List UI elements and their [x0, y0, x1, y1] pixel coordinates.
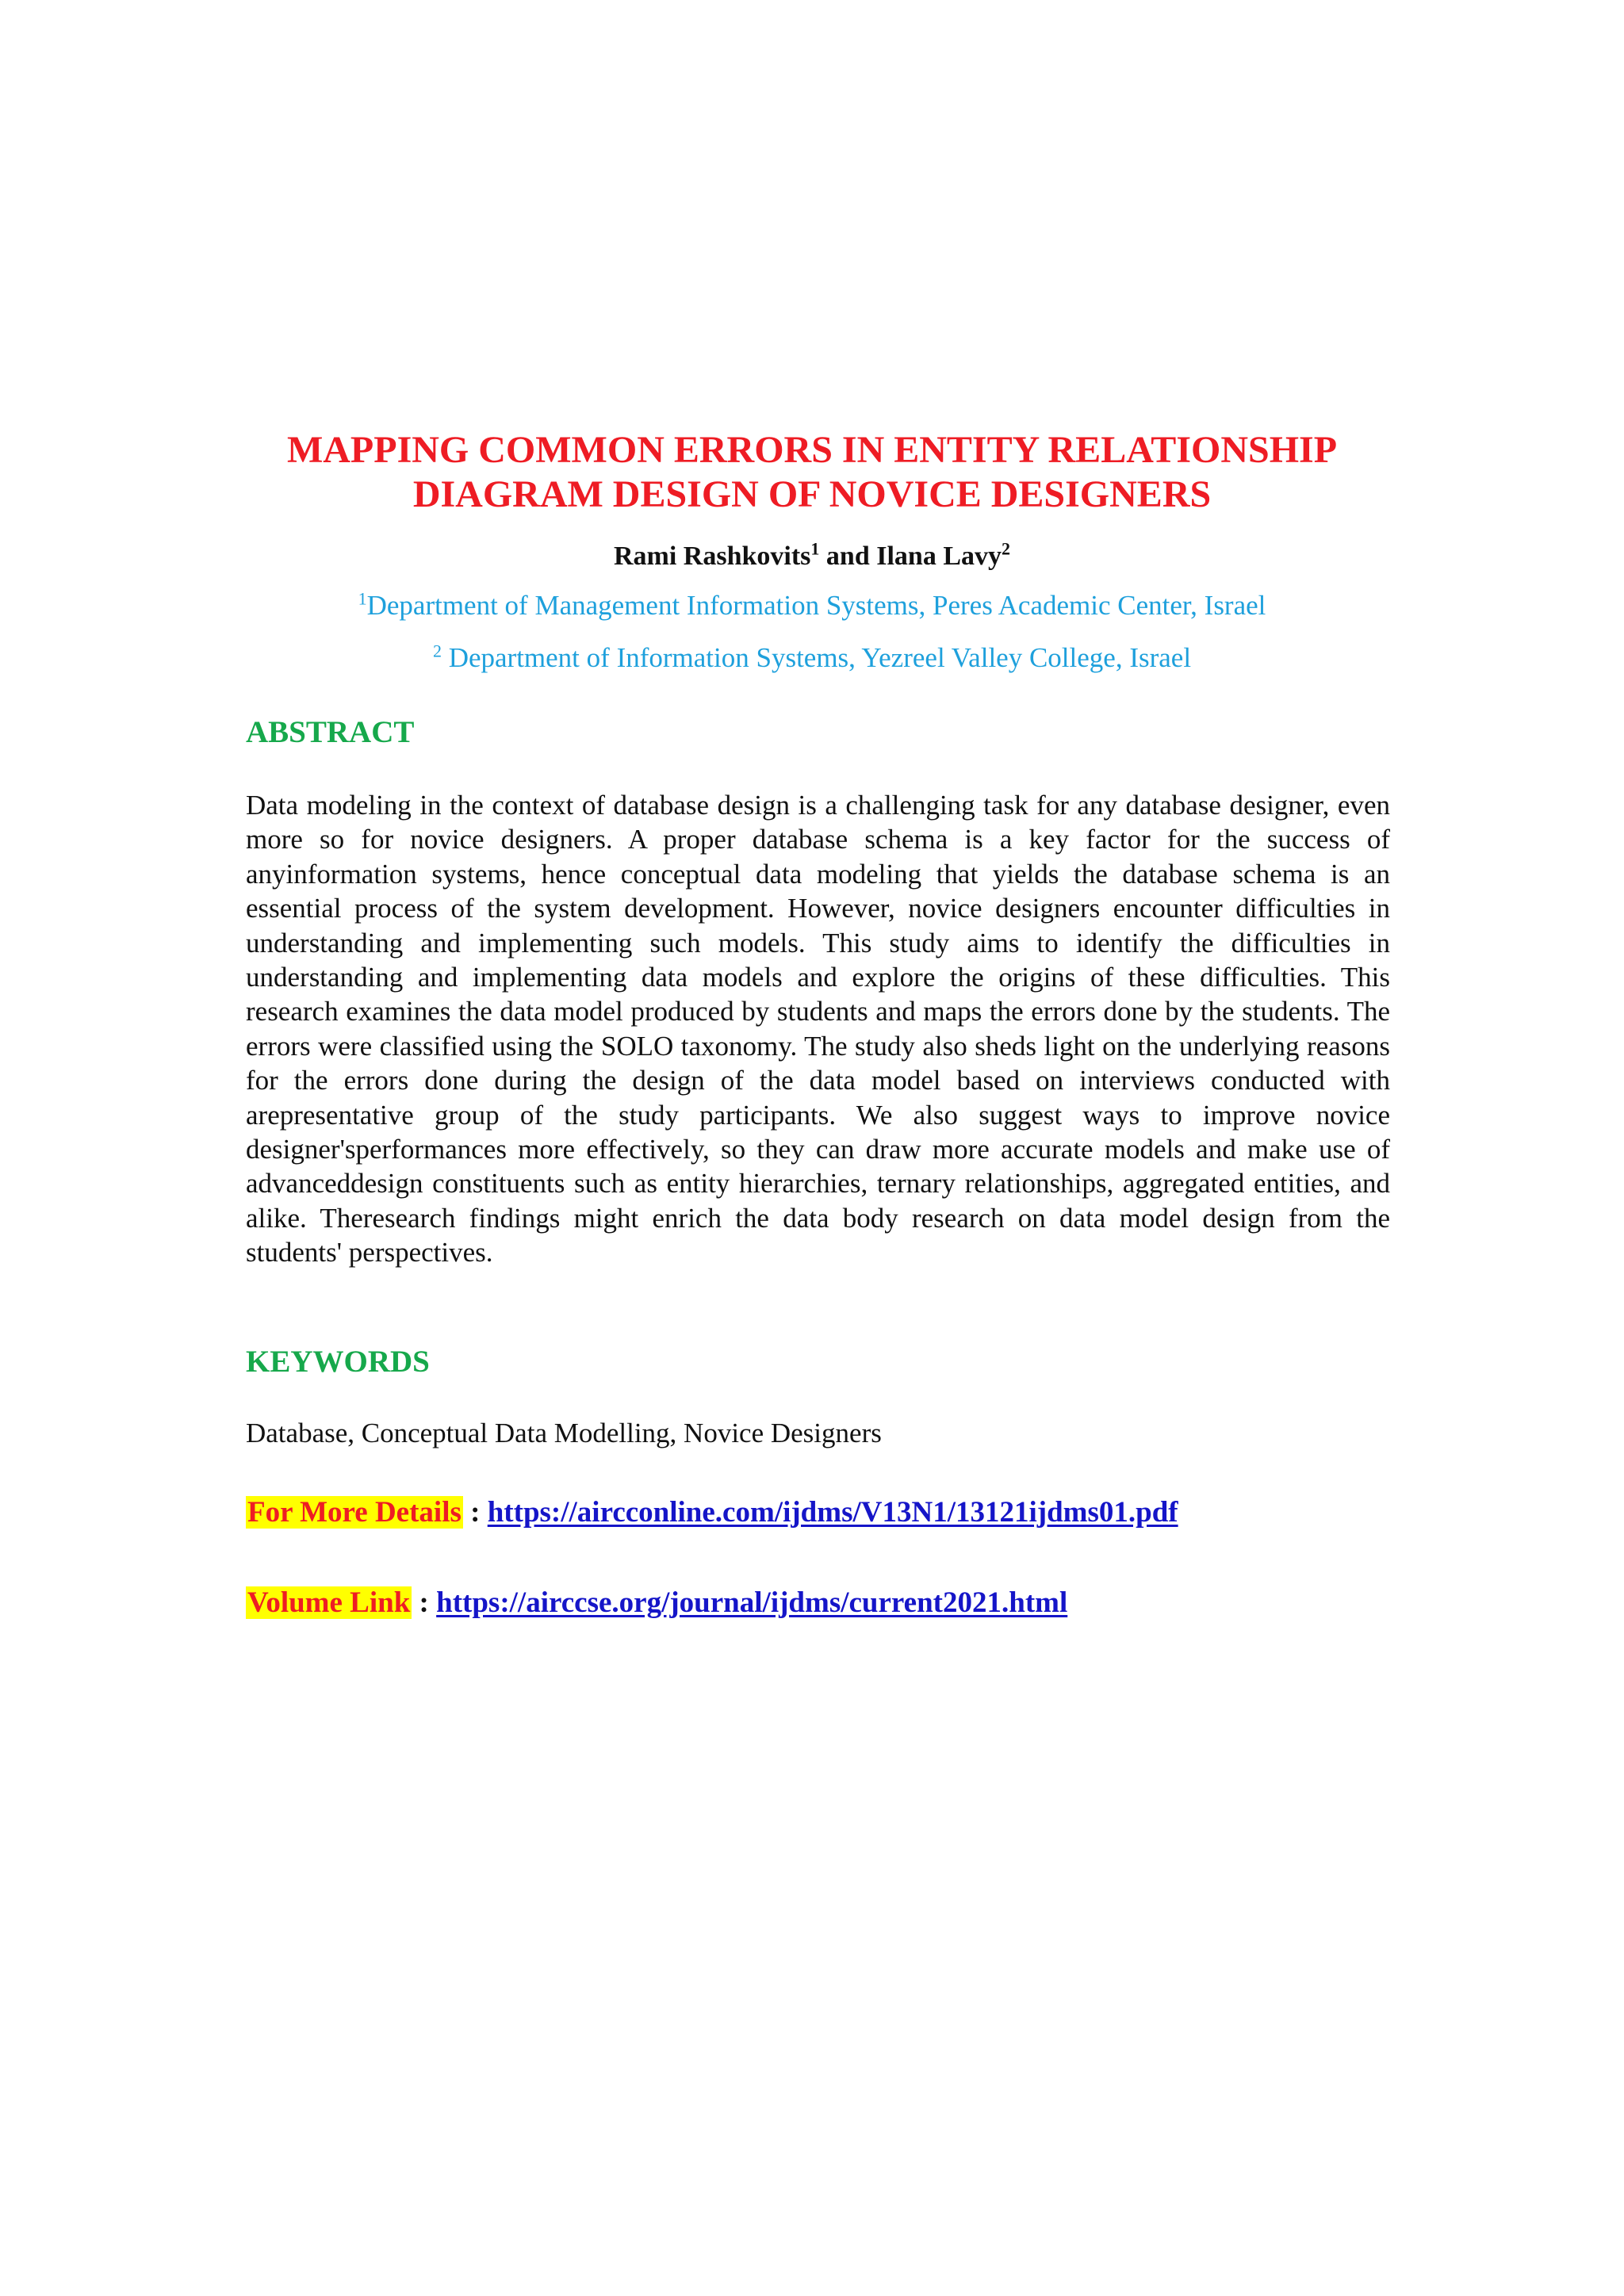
affiliation-2: [159, 641, 1465, 675]
volume-link-row: [246, 1584, 1067, 1622]
author-1-superscript: 1: [810, 538, 820, 559]
volume-link-label: Volume Link: [247, 1586, 411, 1619]
more-details-link[interactable]: https://aircconline.com/ijdms/V13N1/13121ijdms01.pdf: [487, 1496, 1178, 1529]
affiliation-1: [159, 588, 1465, 623]
author-2-superscript: 2: [1002, 538, 1011, 559]
author-name-1: Rami Rashkovits: [613, 541, 811, 571]
keywords-list: Database, Conceptual Data Modelling, Novice Designers: [246, 1418, 882, 1448]
affiliation-2-superscript: 2: [432, 641, 442, 661]
title-line-2: DIAGRAM DESIGN OF NOVICE DESIGNERS: [412, 473, 1212, 515]
volume-link-separator: :: [412, 1586, 437, 1619]
more-details-label: For More Details: [247, 1496, 462, 1529]
affiliation-1-superscript: 1: [358, 588, 367, 609]
keywords-heading: KEYWORDS: [246, 1345, 430, 1379]
paper-title: [159, 428, 1465, 517]
title-line-1: MAPPING COMMON ERRORS IN ENTITY RELATIONSHIP: [286, 429, 1338, 471]
affiliation-2-text: Department of Information Systems, Yezreel Valley College, Israel: [441, 642, 1192, 673]
abstract-heading: ABSTRACT: [246, 715, 415, 749]
affiliation-1-text: Department of Management Information Systems, Peres Academic Center, Israel: [366, 590, 1266, 621]
author-name-2: Ilana Lavy: [876, 541, 1002, 571]
abstract-body: Data modeling in the context of database design is a challenging task for any database designer, even more so for novice designers. A proper database schema is a key factor for the success of anyinformation systems, hence conceptual data modeling that yields the database schema is an essential process of the system development. However, novice designers encounter difficulties in understanding and implementing such models. This study aims to identify the difficulties in understanding and implementing data models and explore the origins of these difficulties. This research examines the data model produced by students and maps the errors done by the students. The errors were classified using the SOLO taxonomy. The study also sheds light on the underlying reasons for the errors done during the design of the data model based on interviews conducted with arepresentative group of the study participants. We also suggest ways to improve novice designer'sperformances more effectively, so they can draw more accurate models and make use of advanceddesign constituents such as entity hierarchies, ternary relationships, aggregated entities, and alike. Theresearch findings might enrich the data body research on data model design from the students' perspectives.: [246, 790, 1390, 1269]
volume-link[interactable]: https://airccse.org/journal/ijdms/current2021.html: [436, 1586, 1068, 1619]
author-conjunction: and: [819, 541, 877, 571]
author-list: [159, 539, 1465, 574]
more-details-row: [246, 1494, 1178, 1532]
more-details-separator: :: [462, 1496, 488, 1529]
